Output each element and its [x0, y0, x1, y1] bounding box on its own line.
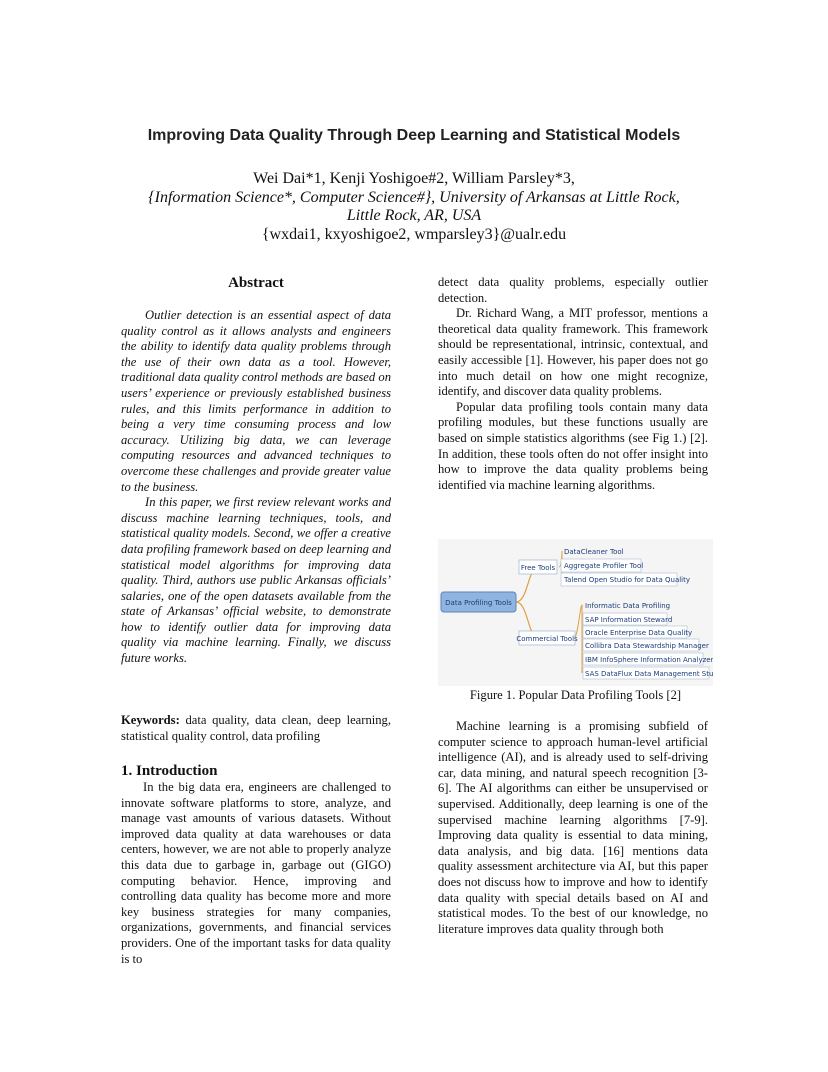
paper-title: Improving Data Quality Through Deep Learning and Statistical Models	[147, 127, 681, 144]
abstract-body	[121, 308, 391, 667]
keywords-label: Keywords:	[121, 713, 180, 727]
abstract-paragraph-2: In this paper, we first review relevant works and discuss machine learning techniques, tools, and statistical quality models. Second, we offer a creative data profiling framework based on deep learning and statistical model algorithms for improving data quality. Third, authors use public Arkansas officials’ salaries, one of the open datasets available from the state of Arkansas’ official website, to demonstrate how to identify outlier data for improving data quality via machine learning. Finally, we discuss future works.	[121, 495, 391, 666]
commercial-item-2: SAP Information Steward	[585, 616, 673, 624]
commercial-item-4: Collibra Data Stewardship Manager	[585, 642, 709, 650]
right-column-bottom	[438, 719, 708, 937]
commercial-tools-label: Commercial Tools	[516, 635, 578, 643]
commercial-item-1: Informatic Data Profiling	[585, 602, 671, 610]
author-emails: {wxdai1, kxyoshigoe2, wmparsley3}@ualr.edu	[261, 225, 567, 243]
right-column-top	[438, 275, 708, 493]
mind-map-diagram	[438, 539, 713, 686]
right-paragraph-3: Machine learning is a promising subfield of computer science to approach human-level artificial intelligence (AI), and is already used to self-driving car, data mining, and natural speech recognition [3-6]. The AI algorithms can either be unsupervised or supervised. Additionally, deep learning is one of the supervised machine learning algorithms [7-9]. Improving data quality is essential to data mining, data analysis, and big data. [16] mentions data quality assessment architecture via AI, but this paper does not discuss how to improve and how to identify data quality with special details based on AI and statistical modes. To the best of our knowledge, no literature improves data quality through both	[438, 719, 708, 936]
commercial-item-3: Oracle Enterprise Data Quality	[585, 629, 693, 637]
right-paragraph-1: Dr. Richard Wang, a MIT professor, mentions a theoretical data quality framework. This framework should be representational, intrinsic, contextual, and easily accessible [1]. However, his paper does not go into much detail on how one might recognize, identify, and discover data quality problems.	[438, 306, 708, 399]
abstract-paragraph-1: Outlier detection is an essential aspect of data quality control as it allows analysts and engineers the ability to identify data quality problems through the use of their own data as a tool. However, traditional data quality control methods are based on users’ experience or previously established business rules, and this limits performance in addition to being a very time consuming process and low accuracy. Utilizing big data, we can leverage computing resources and advanced techniques to overcome these challenges and provide greater value to the business.	[121, 308, 391, 494]
affiliation-line-2: Little Rock, AR, USA	[346, 207, 482, 224]
free-item-3: Talend Open Studio for Data Quality	[564, 576, 691, 584]
introduction-body	[121, 780, 391, 967]
right-paragraph-0: detect data quality problems, especially outlier detection.	[438, 275, 708, 305]
figure-data-profiling-tools	[438, 539, 713, 686]
right-paragraph-2: Popular data profiling tools contain many data profiling modules, but these functions usually are based on simple statistics algorithms (see Fig 1.) [2]. In addition, these tools often do not offer insight into how to improve the data quality problems being identified via machine learning algorithms.	[438, 399, 708, 492]
free-item-2: Aggregate Profiler Tool	[564, 562, 644, 570]
abstract-heading: Abstract	[228, 275, 284, 291]
affiliation-line-1: {Information Science*, Computer Science#}, University of Arkansas at Little Rock,	[148, 188, 680, 206]
author-names: Wei Dai*1, Kenji Yoshigoe#2, William Parsley*3,	[253, 170, 575, 187]
root-node-label: Data Profiling Tools	[445, 599, 512, 607]
free-item-1: DataCleaner Tool	[564, 548, 624, 556]
commercial-item-5: IBM InfoSphere Information Analyzer	[585, 656, 713, 664]
introduction-paragraph-1: In the big data era, engineers are challenged to innovate software platforms to store, analyze, and manage vast amounts of various datasets. Without improved data quality at data warehouses or data centers, however, we are not able to properly analyze this data due to garbage in, garbage out (GIGO) computing behavior. Hence, improving and controlling data quality has become more and more key business strategies for many companies, organizations, governments, and financial services providers. One of the important tasks for data quality is to	[121, 780, 391, 966]
figure-caption: Figure 1. Popular Data Profiling Tools [2]	[469, 688, 682, 702]
section-heading-introduction: 1. Introduction	[121, 763, 218, 779]
author-block	[100, 170, 728, 244]
commercial-item-6: SAS DataFlux Data Management Studio	[585, 670, 713, 678]
keywords	[121, 713, 391, 744]
keywords-text: data quality, data clean, deep learning, statistical quality control, data profiling	[121, 713, 391, 743]
free-tools-label: Free Tools	[520, 564, 556, 572]
